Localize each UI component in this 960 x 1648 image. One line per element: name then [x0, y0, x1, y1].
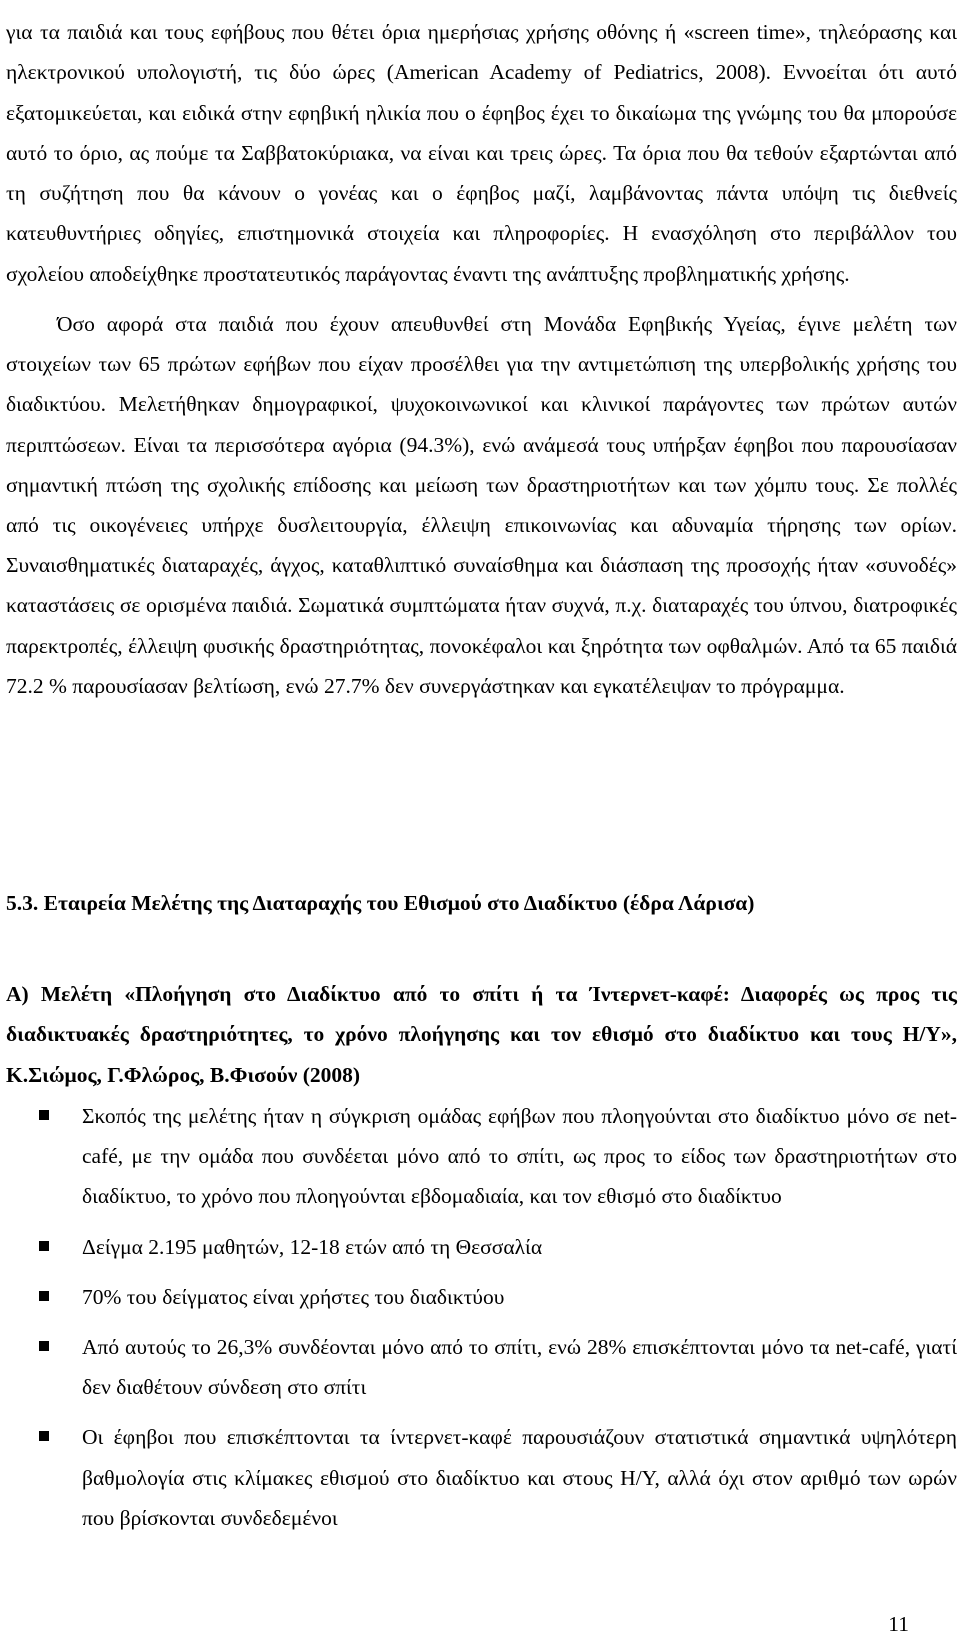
square-bullet-icon — [39, 1341, 49, 1351]
square-bullet-icon — [39, 1291, 49, 1301]
list-item — [0, 1417, 957, 1538]
list-item-text: Από αυτούς το 26,3% συνδέονται μόνο από το σπίτι, ενώ 28% επισκέπτονται μόνο τα net-café, γιατί δεν διαθέτουν σύνδεση στο σπίτι — [82, 1335, 957, 1400]
list-item-text: Οι έφηβοι που επισκέπτονται τα ίντερνετ-καφέ παρουσιάζουν στατιστικά σημαντικά υψηλότερη βαθμολογία στις κλίμακες εθισμού στο διαδίκτυο και στους Η/Υ, αλλά όχι στον αριθμό των ωρών που βρίσκονται συνδεδεμένοι — [82, 1425, 957, 1530]
square-bullet-icon — [39, 1241, 49, 1251]
square-bullet-icon — [39, 1431, 49, 1441]
square-bullet-icon — [39, 1110, 49, 1120]
paragraph-screen-time: για τα παιδιά και τους εφήβους που θέτει όρια ημερήσιας χρήσης οθόνης ή «screen time», τηλεόρασης και ηλεκτρονικού υπολογιστή, τις δύο ώρες (American Academy of Pediatrics, 2008). Εννοείται ότι αυτό εξατομικεύεται, και ειδικά στην εφηβική ηλικία που ο έφηβος έχει το δικαίωμα της γνώμης του θα μπορούσε αυτό το όριο, ας πούμε τα Σαββατοκύριακα, να είναι και τρεις ώρες. Τα όρια που θα τεθούν εξαρτώνται από τη συζήτηση που θα κάνουν ο γονέας και ο έφηβος μαζί, λαμβάνοντας πάντα υπόψη τις διεθνείς κατευθυντήριες οδηγίες, επιστημονικά στοιχεία και πληροφορίες. Η ενασχόληση στο περιβάλλον του σχολείου αποδείχθηκε προστατευτικός παράγοντας έναντι της ανάπτυξης προβληματικής χρήσης. — [6, 20, 957, 286]
list-item — [0, 1227, 957, 1267]
list-item — [0, 1327, 957, 1407]
list-item — [0, 1096, 957, 1217]
page-number: 11 — [888, 1612, 909, 1636]
study-heading: Α) Μελέτη «Πλοήγηση στο Διαδίκτυο από το σπίτι ή τα Ίντερνετ-καφέ: Διαφορές ως προς τις διαδικτυακές δραστηριότητες, το χρόνο πλοήγησης και τον εθισμό στο διαδίκτυο και τους Η/Υ», Κ.Σιώμος, Γ.Φλώρος, Β.Φισούν (2008) — [6, 982, 957, 1087]
paragraph-adolescent-health-unit: Όσο αφορά στα παιδιά που έχουν απευθυνθεί στη Μονάδα Εφηβικής Υγείας, έγινε μελέτη των στοιχείων των 65 πρώτων εφήβων που είχαν προσέλθει για την αντιμετώπιση της υπερβολικής χρήσης του διαδικτύου. Μελετήθηκαν δημογραφικοί, ψυχοκοινωνικοί και κλινικοί παράγοντες των πρώτων αυτών περιπτώσεων. Είναι τα περισσότερα αγόρια (94.3%), ενώ ανάμεσά τους υπήρξαν έφηβοι που παρουσίασαν σημαντική πτώση της σχολικής επίδοσης και μείωση των δραστηριοτήτων και των χόμπυ τους. Σε πολλές από τις οικογένειες υπήρχε δυσλειτουργία, έλλειψη επικοινωνίας και αδυναμία τήρησης των ορίων. Συναισθηματικές διαταραχές, άγχος, καταθλιπτικό συναίσθημα και διάσπαση της προσοχής ήταν «συνοδές» καταστάσεις σε ορισμένα παιδιά. Σωματικά συμπτώματα ήταν συχνά, π.χ. διαταραχές του ύπνου, διατροφικές παρεκτροπές, έλλειψη φυσικής δραστηριότητας, πονοκέφαλοι και ξηρότητα των οφθαλμών. Από τα 65 παιδιά 72.2 % παρουσίασαν βελτίωση, ενώ 27.7% δεν συνεργάστηκαν και εγκατέλειψαν το πρόγραμμα. — [6, 312, 957, 698]
list-item-text: 70% του δείγματος είναι χρήστες του διαδικτύου — [82, 1284, 505, 1309]
findings-list — [0, 1096, 960, 1548]
list-item-text: Δείγμα 2.195 μαθητών, 12-18 ετών από τη Θεσσαλία — [82, 1234, 543, 1259]
list-item — [0, 1277, 957, 1317]
section-heading: 5.3. Εταιρεία Μελέτης της Διαταραχής του Εθισμού στο Διαδίκτυο (έδρα Λάρισα) — [6, 891, 755, 915]
list-item-text: Σκοπός της μελέτης ήταν η σύγκριση ομάδας εφήβων που πλοηγούνται στο διαδίκτυο μόνο σε net-café, με την ομάδα που συνδέεται μόνο από το σπίτι, ως προς το είδος των δραστηριοτήτων στο διαδίκτυο, το χρόνο που πλοηγούνται εβδομαδιαία, και τον εθισμό στο διαδίκτυο — [82, 1104, 957, 1209]
